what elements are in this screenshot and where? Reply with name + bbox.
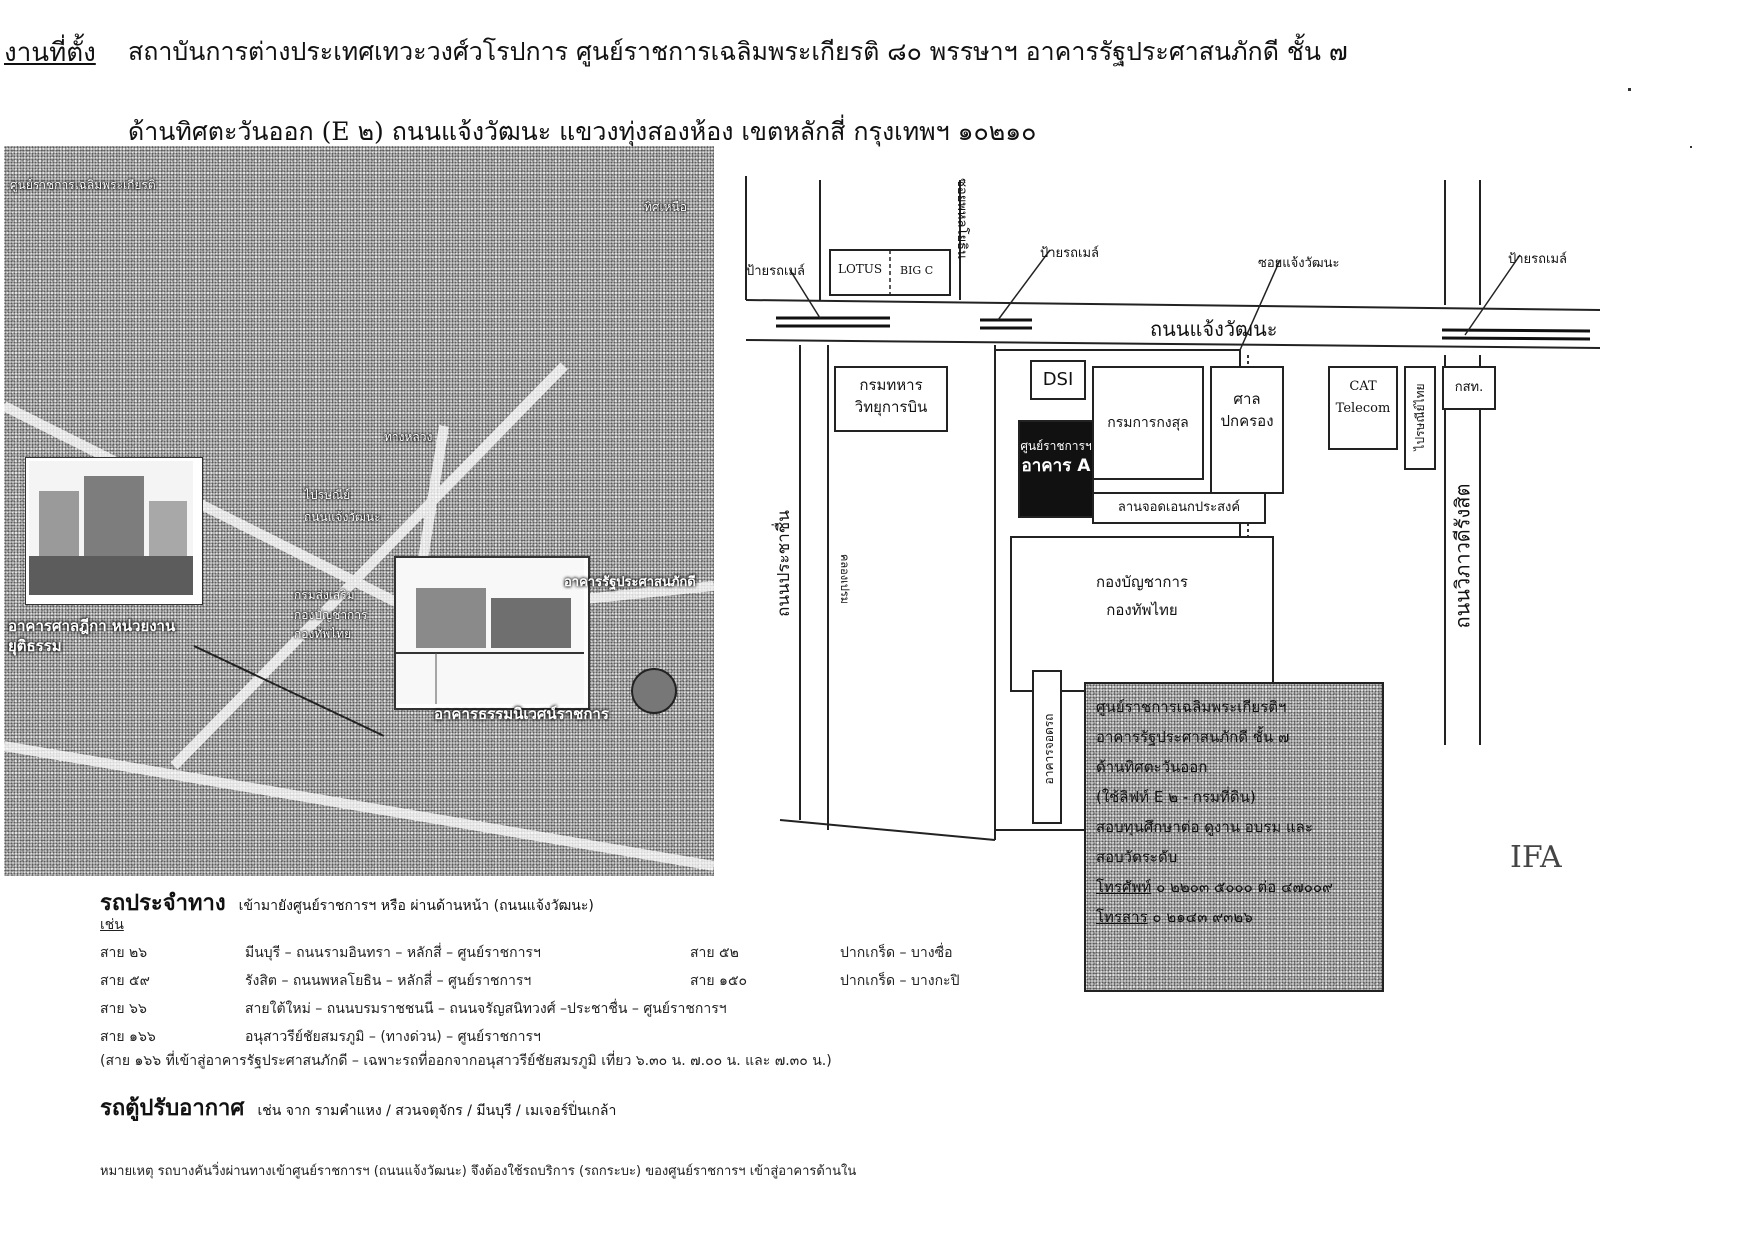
building-photo-icon <box>29 461 193 595</box>
bus-stop-label: ป้ายรถเมล์ <box>746 264 806 279</box>
route-text: มีนบุรี – ถนนรามอินทรา – หลักสี่ – ศูนย์ราชการฯ <box>245 945 541 961</box>
route-line: สาย ๑๕๐ <box>690 973 748 989</box>
route-text: อนุสาวรีย์ชัยสมรภูมิ – (ทางด่วน) – ศูนย์ราชการฯ <box>245 1029 541 1045</box>
building-hall: ศาล ปกครอง <box>1210 366 1284 494</box>
building-parking: ลานจอดเอนกประสงค์ <box>1092 492 1266 524</box>
aerial-label: กรมส่งเสริม <box>294 588 355 602</box>
photo-right <box>394 556 590 710</box>
speck <box>1628 88 1631 91</box>
bus-stop-label: ป้ายรถเมล์ <box>1508 252 1568 267</box>
bigc-label: BIG C <box>900 264 934 277</box>
header-line2: ด้านทิศตะวันออก (E ๒) ถนนแจ้งวัฒนะ แขวงทุ่งสองห้อง เขตหลักสี่ กรุงเทพฯ ๑๐๒๑๐ <box>128 117 1037 146</box>
bus-stop-label: ป้ายรถเมล์ <box>1040 246 1100 261</box>
photo-left-caption: อาคารศาลฎีกา หน่วยงานยุติธรรม <box>8 617 176 655</box>
route-text: รังสิต – ถนนพหลโยธิน – หลักสี่ – ศูนย์ราชการฯ <box>245 973 532 989</box>
side-road-label: ซอยพหลโยธิน <box>953 178 969 259</box>
route-line: สาย ๑๖๖ <box>100 1029 156 1045</box>
route-line: สาย ๒๖ <box>100 945 148 961</box>
phone-label: โทรศัพท์ <box>1096 878 1152 896</box>
building-army: กรมทหาร วิทยุการบิน <box>834 366 948 432</box>
remark: หมายเหตุ รถบางคันวิ่งผ่านทางเข้าศูนย์ราชการฯ (ถนนแจ้งวัฒนะ) จึงต้องใช้รถบริการ (รถกระบะ) ของศูนย์ราชการฯ เข้าสู่อาคารด้านใน <box>100 1164 857 1179</box>
road-prachachuen-label: ถนนประชาชื่น <box>773 510 794 617</box>
info-box: ศูนย์ราชการเฉลิมพระเกียรติฯ อาคารรัฐประศาสนภักดี ชั้น ๗ ด้านทิศตะวันออก (ใช้ลิฟท์ E ๒ - กรมที่ดิน) สอบทุนศึกษาต่อ ดูงาน อบรม และ สอบวัดระดับ โทรศัพท์ ๐ ๒๒๐๓ ๕๐๐๐ ต่อ ๔๗๐๐๙ โทรสาร ๐ ๒๑๔๓ ๙๓๒๖ <box>1084 682 1384 992</box>
road-chaeng-label: ถนนแจ้งวัฒนะ <box>1150 317 1278 341</box>
soi-label: ซอยแจ้งวัฒนะ <box>1258 256 1340 271</box>
building-photo-icon <box>396 558 584 704</box>
route-text: สายใต้ใหม่ – ถนนบรมราชชนนี – ถนนจรัญสนิทวงศ์ –ประชาชื่น – ศูนย์ราชการฯ <box>245 1001 727 1017</box>
road-edge <box>746 300 1600 310</box>
road-vibhavadi-label: ถนนวิภาวดีรังสิต <box>1450 483 1475 629</box>
aerial-bottom-caption: อาคารธรรมนิเวศน์ราชการ <box>434 705 609 723</box>
route-note: (สาย ๑๖๖ ที่เข้าสู่อาคารรัฐประศาสนภักดี – เฉพาะรถที่ออกจากอนุสาวรีย์ชัยสมรภูมิ เที่ยว ๖.๓๐ น. ๗.๐๐ น. และ ๗.๓๐ น.) <box>100 1053 832 1069</box>
header-line1: สถาบันการต่างประเทศเทวะวงศ์วโรปการ ศูนย์ราชการเฉลิมพระเกียรติ ๘๐ พรรษาฯ อาคารรัฐประศาสนภักดี ชั้น ๗ <box>128 37 1348 66</box>
ifa-label: IFA <box>1510 840 1562 875</box>
fax-number: ๐ ๒๑๔๓ ๙๓๒๖ <box>1152 908 1253 926</box>
building-parking-b: อาคารจอดรถ <box>1032 670 1062 824</box>
fax-label: โทรสาร <box>1096 908 1148 926</box>
emblem-icon <box>632 669 676 713</box>
header-label: งานที่ตั้ง <box>4 38 96 68</box>
route-line: สาย ๕๙ <box>100 973 150 989</box>
ac-title: รถตู้ปรับอากาศ <box>100 1096 245 1121</box>
building-cat: CAT Telecom <box>1328 366 1398 450</box>
ac-row <box>100 1090 616 1125</box>
photo-right-caption: อาคารรัฐประศาสนภักดี <box>564 575 696 590</box>
building-tot: กสท. <box>1442 366 1496 410</box>
road-edge <box>780 820 995 840</box>
building-dsi: DSI <box>1030 360 1086 400</box>
transit-title <box>100 885 594 920</box>
aerial-label: กองบัญชาการ กองทัพไทย <box>294 608 368 641</box>
building-consular: กรมการกงสุล <box>1092 366 1204 480</box>
route-text: ปากเกร็ด – บางซื่อ <box>840 945 953 961</box>
ac-text: เช่น จาก รามคำแหง / สวนจตุจักร / มีนบุรี / เมเจอร์ปิ่นเกล้า <box>257 1103 617 1119</box>
aerial-label: ถนนแจ้งวัฒนะ <box>304 510 381 524</box>
building-gov-a: ศูนย์ราชการฯ อาคาร A <box>1018 420 1094 518</box>
aerial-label: ทิศเหนือ <box>644 200 687 214</box>
aerial-label: ไปรษณีย์ <box>304 488 351 502</box>
transit-example: เช่น <box>100 917 124 933</box>
median-line <box>1442 330 1590 331</box>
median-line <box>1442 338 1590 339</box>
aerial-label: ศูนย์ราชการเฉลิมพระเกียรติ <box>10 178 156 192</box>
road-klong-label: คลองเปรม <box>837 554 851 604</box>
route-line: สาย ๕๒ <box>690 945 739 961</box>
photo-left <box>26 458 202 604</box>
route-text: ปากเกร็ด – บางกะปิ <box>840 973 960 989</box>
aerial-map <box>4 146 714 876</box>
speck <box>1690 146 1692 148</box>
building-post: ไปรษณีย์ไทย <box>1404 366 1436 470</box>
route-line: สาย ๖๖ <box>100 1001 147 1017</box>
transit-subtitle: เข้ามายังศูนย์ราชการฯ หรือ ผ่านด้านหน้า (ถนนแจ้งวัฒนะ) <box>238 898 594 914</box>
transit-title-text: รถประจำทาง <box>100 891 226 916</box>
lotus-label: LOTUS <box>838 262 883 276</box>
aerial-label: ทางหลวง <box>384 430 433 444</box>
road-line <box>4 746 714 866</box>
street-map <box>740 170 1600 940</box>
phone-number: ๐ ๒๒๐๓ ๕๐๐๐ ต่อ ๔๗๐๐๙ <box>1156 878 1334 896</box>
building-military-hq: กองบัญชาการ กองทัพไทย <box>1010 536 1274 692</box>
